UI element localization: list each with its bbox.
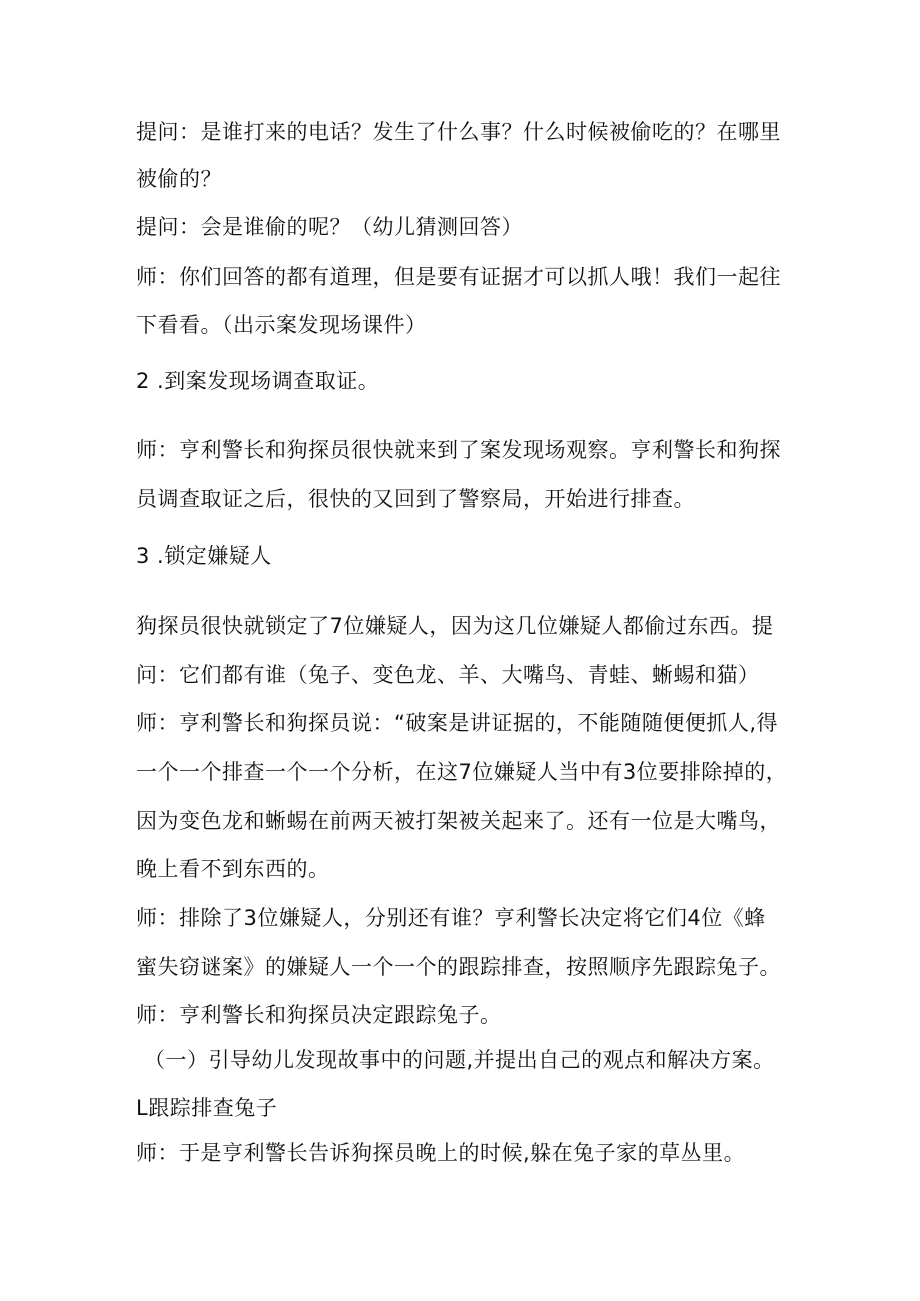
text-line: 师：你们回答的都有道理，但是要有证据才可以抓人哦！我们一起往 xyxy=(136,265,781,289)
text-line: 师：于是亨利警长告诉狗探员晚上的时候,躲在兔子家的草丛里。 xyxy=(136,1141,746,1165)
text-line: 狗探员很快就锁定了7位嫌疑人，因为这几位嫌疑人都偷过东西。提 xyxy=(136,614,774,638)
text-line: 晚上看不到东西的。 xyxy=(136,857,330,881)
section-heading: 2 .到案发现场调查取证。 xyxy=(136,369,380,393)
text-line: 师：亨利警长和狗探员很快就来到了案发现场观察。亨利警长和狗探 xyxy=(136,438,781,462)
text-line: 一个一个排查一个一个分析，在这7位嫌疑人当中有3位要排除掉的， xyxy=(136,760,788,784)
text-line: 员调查取证之后，很快的又回到了警察局，开始进行排查。 xyxy=(136,487,695,511)
section-heading: （一）引导幼儿发现故事中的问题,并提出自己的观点和解决方案。 xyxy=(144,1048,775,1072)
text-line: 师：亨利警长和狗探员说：“破案是讲证据的，不能随随便便抓人,得 xyxy=(136,711,779,735)
section-heading: 3 .锁定嫌疑人 xyxy=(136,544,272,568)
text-line: 被偷的？ xyxy=(136,167,222,191)
text-line: 提问：会是谁偷的呢？（幼儿猜测回答） xyxy=(136,215,523,239)
text-line: 下看看。（出示案发现场课件） xyxy=(136,313,427,337)
text-line: 问：它们都有谁（兔子、变色龙、羊、大嘴鸟、青蛙、蜥蜴和猫） xyxy=(136,663,760,687)
text-line: 提问：是谁打来的电话？发生了什么事？什么时候被偷吃的？在哪里 xyxy=(136,120,781,144)
text-line: 师：排除了3位嫌疑人，分别还有谁？亨利警长决定将它们4位《蜂 xyxy=(136,906,766,930)
text-line: 蜜失窃谜案》的嫌疑人一个一个的跟踪排查，按照顺序先跟踪兔子。 xyxy=(136,955,781,979)
text-line: 师：亨利警长和狗探员决定跟踪兔子。 xyxy=(136,1003,502,1027)
text-line: 因为变色龙和蜥蜴在前两天被打架被关起来了。还有一位是大嘴鸟， xyxy=(136,809,781,833)
section-heading: L跟踪排查兔子 xyxy=(136,1096,278,1120)
